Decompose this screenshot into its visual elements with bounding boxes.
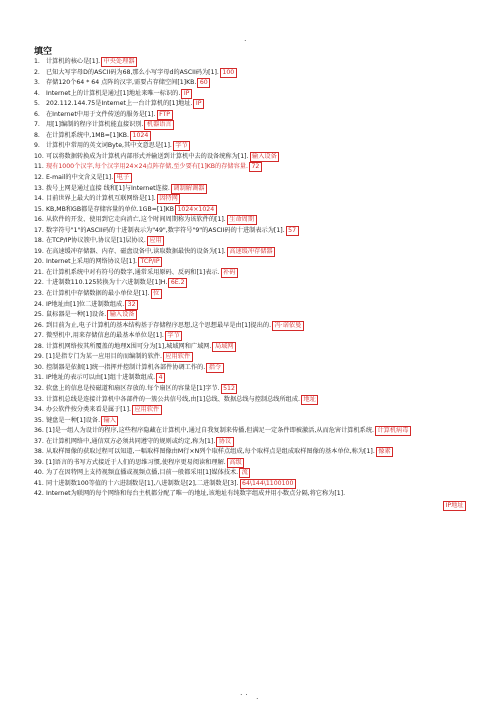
question-number: 15. <box>34 205 44 213</box>
question-item <box>34 110 464 121</box>
answer-box: 生命周期 <box>227 215 257 225</box>
question-text: 鼠标器是一种[1]设备. <box>46 311 107 319</box>
question-text: 202.112.144.75是Internet上一台计算机的[1]地址. <box>46 100 193 108</box>
answer-box: 高速缓冲存储器 <box>227 247 275 257</box>
answer-box: 32 <box>125 300 138 310</box>
question-number: 28. <box>34 342 44 350</box>
question-item <box>34 479 464 490</box>
answer-box: 512 <box>221 384 238 394</box>
question-text: 微型机中,用来存储信息的最基本单位是[1]. <box>46 332 164 340</box>
answer-box: 60 <box>197 78 210 88</box>
question-item <box>34 215 464 226</box>
question-text: 已知大写字母D的ASCII码为68,那么小写字母d的ASCII码为[1]. <box>46 68 219 76</box>
question-text: 到目前为止,电子计算机的基本结构基于存储程序思想,这个思想最早是由[1]提出的. <box>46 321 272 329</box>
question-text: 控制器是依据[1]统一指挥并控制计算机各部件协调工作的. <box>46 363 206 371</box>
question-item <box>34 257 464 268</box>
answer-box: 1024 <box>130 131 151 141</box>
question-item <box>34 468 464 479</box>
page-title: 填空 <box>34 47 53 57</box>
question-text: 十进制数110.125转换为十六进制数是[1]H. <box>46 279 168 287</box>
answer-box: 中央处理器 <box>101 57 137 67</box>
answer-box: 协议 <box>216 437 233 447</box>
question-number: 21. <box>34 268 44 276</box>
question-text: 数字符号"1"的ASCII码的十进制表示为"49",数字符号"9"的ASCII码的十进制表示为[1]. <box>46 226 285 234</box>
question-text: Internet上采用的网络协议是[1]. <box>46 258 137 266</box>
question-number: 23. <box>34 290 44 298</box>
answer-box: IP <box>181 89 192 99</box>
question-text: 为了在因特网上支持视频直播或视频点播,目前一般都采用[1]媒体技术. <box>46 469 239 477</box>
answer-box: 输入设备 <box>250 152 280 162</box>
question-number: 27. <box>34 332 44 340</box>
question-text: 从软件的开发、使用到它走向消亡,这个时间周期称为该软件的[1]. <box>46 216 226 224</box>
question-item <box>34 205 464 216</box>
question-number: 37. <box>34 437 44 445</box>
question-item <box>34 247 464 258</box>
question-text: 在计算机网络中,通信双方必须共同遵守的规则或约定,称为[1]. <box>46 437 216 445</box>
question-number: 4. <box>34 89 40 97</box>
question-item <box>34 89 464 100</box>
answer-box: 4 <box>156 373 165 383</box>
question-number: 18. <box>34 237 44 245</box>
question-number: 6. <box>34 110 40 118</box>
question-item <box>34 447 464 458</box>
question-item <box>34 278 464 289</box>
answer-box: 输入设备 <box>107 310 137 320</box>
question-item <box>34 342 464 353</box>
question-text: [1]语言的书写方式接近于人们的思维习惯,使程序更易阅读和理解. <box>46 458 226 466</box>
question-number: 38. <box>34 448 44 456</box>
question-item <box>34 226 464 237</box>
question-number: 9. <box>34 142 40 150</box>
question-text: 现有1000个汉字,每个汉字用24×24点阵存储,至少要有[1]KB的存储容量. <box>46 163 248 171</box>
question-number: 35. <box>34 416 44 424</box>
question-item <box>34 162 464 173</box>
question-number: 33. <box>34 395 44 403</box>
question-number: 12. <box>34 174 44 182</box>
answer-box: 因特网 <box>157 194 181 204</box>
answer-box: 100 <box>220 68 237 78</box>
question-text: 软盘上的信息是按磁道和扇区存放的.每个扇区的容量是[1]字节. <box>46 384 220 392</box>
question-item <box>34 78 464 89</box>
answer-box: 72 <box>249 162 262 172</box>
question-number: 11. <box>34 163 44 171</box>
question-text: E-mail的中文含义是[1]. <box>46 174 114 182</box>
answer-box: FTP <box>157 110 173 120</box>
question-text: 在计算机中存储数据的最小单位是[1]. <box>46 290 150 298</box>
question-text: [1]是指专门为某一应用目的而编制的软件. <box>46 353 162 361</box>
question-item <box>34 416 464 427</box>
question-number: 25. <box>34 311 44 319</box>
question-item <box>34 99 464 110</box>
answer-box: 流 <box>239 468 250 478</box>
question-text: 在计算机系统中,1MB=[1]KB. <box>46 131 130 139</box>
question-item <box>34 152 464 163</box>
question-number: 42. <box>34 490 44 498</box>
question-number: 41. <box>34 479 44 487</box>
question-number: 16. <box>34 216 44 224</box>
answer-box: 补码 <box>221 268 238 278</box>
question-number: 36. <box>34 427 44 435</box>
bottom-small-marker: . <box>256 692 259 701</box>
question-number: 30. <box>34 363 44 371</box>
question-item <box>34 489 464 509</box>
answer-box: 冯·诺依曼 <box>272 321 304 331</box>
question-text: 办公软件按分类来看是属于[1]. <box>46 406 131 414</box>
question-item <box>34 300 464 311</box>
question-item <box>34 321 464 332</box>
question-item <box>34 120 464 131</box>
question-number: 32. <box>34 384 44 392</box>
question-item <box>34 363 464 374</box>
question-text: 计算机的核心是[1]. <box>46 58 101 65</box>
question-number: 29. <box>34 353 44 361</box>
answer-box: 位 <box>151 289 162 299</box>
answer-box: 64\144\1100100 <box>240 479 296 489</box>
answer-box: IP <box>193 99 204 109</box>
answer-box: 字节 <box>165 331 182 341</box>
question-text: KB,MB和GB都是存储容量的单位.1GB=[1]KB <box>46 205 174 213</box>
question-number: 8. <box>34 131 40 139</box>
answer-box: 地址 <box>301 395 318 405</box>
question-text: 计算机网络按其所覆盖的地理X围可分为[1],城域网和广域网. <box>46 342 212 350</box>
question-number: 19. <box>34 247 44 255</box>
question-number: 7. <box>34 121 40 129</box>
answer-box: 局域网 <box>212 342 236 352</box>
question-number: 34. <box>34 406 44 414</box>
question-text: 在Internet中用于文件传送的服务是[1]. <box>46 110 156 118</box>
answer-box: 1024×1024 <box>175 205 217 215</box>
question-item <box>34 352 464 363</box>
question-item <box>34 395 464 406</box>
question-text: [1]是一组人为设计的程序,这些程序隐藏在计算机中,通过自我复制来传播,但满足一定条件即被激活,从而危害计算机系统. <box>46 427 374 435</box>
question-item <box>34 173 464 184</box>
question-number: 3. <box>34 79 40 87</box>
question-text: 计算机中常用的英文词Byte,其中文意思是[1]. <box>46 142 172 150</box>
question-number: 1. <box>34 58 40 65</box>
question-item <box>34 331 464 342</box>
question-text: 键盘是一种[1]设备. <box>46 416 101 424</box>
question-item <box>34 437 464 448</box>
answer-box: 调制解调器 <box>171 184 207 194</box>
question-number: 22. <box>34 279 44 287</box>
question-number: 14. <box>34 195 44 203</box>
question-item <box>34 268 464 279</box>
question-list <box>34 57 464 509</box>
question-text: 拨号上网是通过直接 线和[1]与Internet连接. <box>46 184 170 192</box>
question-item <box>34 426 464 437</box>
question-text: 在TCP/IP协议簇中,协议是[1]层协议. <box>46 237 146 245</box>
answer-box: 高级 <box>227 458 244 468</box>
question-number: 10. <box>34 152 44 160</box>
question-item <box>34 373 464 384</box>
answer-box: 计算机病毒 <box>375 426 411 436</box>
question-text: IP地址的表示可以由[1]组十进制数组成. <box>46 374 156 382</box>
question-text: 在计算机系统中对有符号的数字,通常采用原码、反码和[1]表示. <box>46 268 220 276</box>
question-number: 40. <box>34 469 44 477</box>
top-marker: . <box>244 34 247 43</box>
answer-box: IP地址 <box>443 501 466 511</box>
question-item <box>34 131 464 142</box>
answer-box: 应用软件 <box>163 352 193 362</box>
question-number: 20. <box>34 258 44 266</box>
question-number: 17. <box>34 226 44 234</box>
answer-box: 机器语言 <box>144 120 174 130</box>
question-number: 2. <box>34 68 40 76</box>
question-text: 可以将数据转换成为计算机内部形式并输送到计算机中去的设备统称为[1]. <box>46 152 249 160</box>
question-text: 用[1]编制的程序计算机能直接识别. <box>46 121 144 129</box>
question-item <box>34 57 464 68</box>
answer-box: 应用软件 <box>132 405 162 415</box>
question-item <box>34 141 464 152</box>
answer-box: 57 <box>286 226 299 236</box>
question-item <box>34 289 464 300</box>
answer-box: 指令 <box>206 363 223 373</box>
question-item <box>34 194 464 205</box>
question-item <box>34 236 464 247</box>
answer-box: 像素 <box>376 447 393 457</box>
question-text: 目前世界上最大的计算机互联网络是[1]. <box>46 195 156 203</box>
question-text: 同十进制数100等值的十六进制数是[1],八进制数是[2],二进制数是[3]. <box>46 479 239 487</box>
answer-box: 输入 <box>101 416 118 426</box>
question-text: 从取样图像的获取过程可以知道,一幅取样图像由M行×N列个取样点组成,每个取样点是组成取样图像的基本单位,称为[1]. <box>46 448 375 456</box>
question-number: 26. <box>34 321 44 329</box>
question-number: 39. <box>34 458 44 466</box>
question-item <box>34 310 464 321</box>
question-item <box>34 458 464 469</box>
question-text: 在高速缓冲存储器、内存、磁盘设备中,读取数据最快的设备为[1]. <box>46 247 226 255</box>
question-text: Internet上的计算机是通过[1]地址来唯一标识的. <box>46 89 181 97</box>
question-item <box>34 184 464 195</box>
question-item <box>34 384 464 395</box>
question-text: Internet为联网的每个网络和每台主机都分配了唯一的地址,该地址有纯数字组成并用小数点分隔,将它称为[1]. <box>46 490 346 498</box>
answer-box: TCP/IP <box>138 257 162 267</box>
bottom-marker: . . <box>240 688 248 697</box>
question-number: 5. <box>34 100 40 108</box>
question-text: 存储120个64 * 64 点阵的汉字,需要占存储空间[1]KB. <box>46 79 197 87</box>
question-number: 13. <box>34 184 44 192</box>
answer-box: 应用 <box>147 236 164 246</box>
question-number: 31. <box>34 374 44 382</box>
answer-box: 6E.2 <box>168 278 187 288</box>
answer-box: 电子 <box>114 173 131 183</box>
question-item <box>34 405 464 416</box>
question-text: 计算机总线是连接计算机中各部件的一簇公共信号线,由[1]总线、数据总线与控制总线所组成. <box>46 395 301 403</box>
question-text: IP地址由[1]位二进制数组成. <box>46 300 125 308</box>
answer-box: 字节 <box>173 141 190 151</box>
question-item <box>34 68 464 79</box>
question-number: 24. <box>34 300 44 308</box>
